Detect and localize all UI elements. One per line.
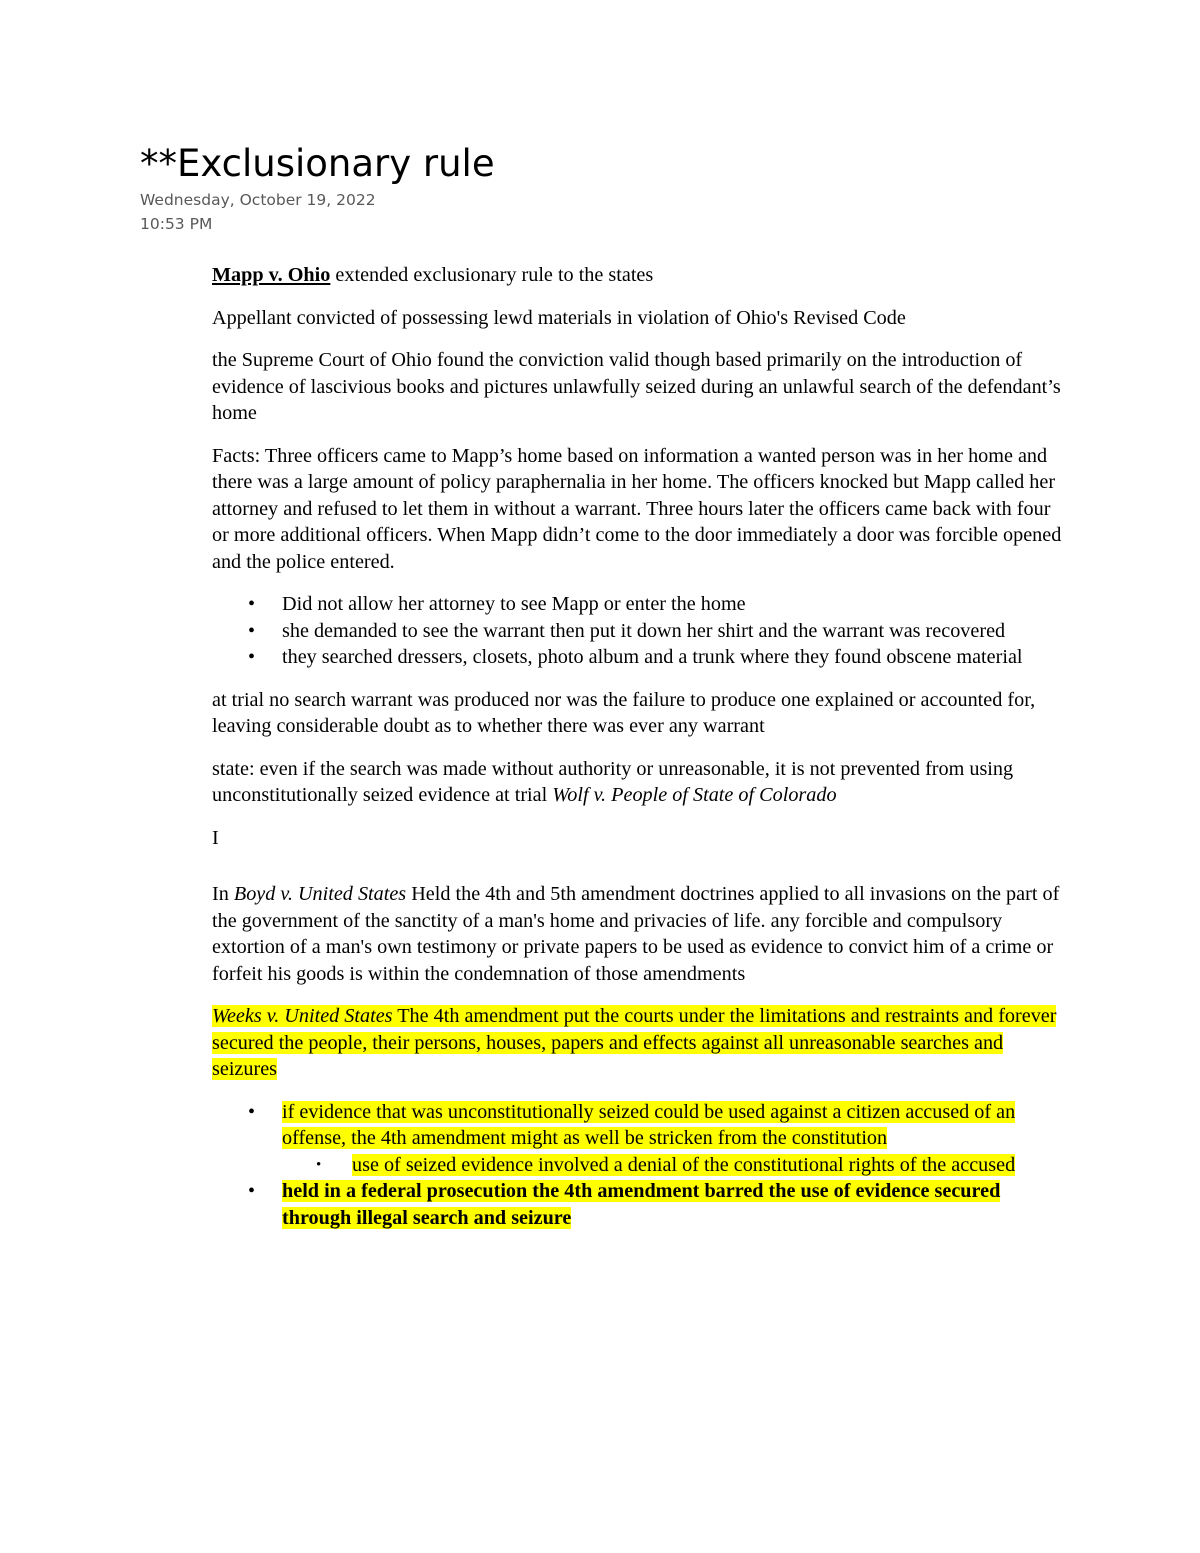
- facts-bullet-list: [212, 591, 1072, 671]
- list-item: [212, 1152, 1072, 1179]
- weeks-bullet-list: [212, 1099, 1072, 1232]
- list-item-text: they searched dressers, closets, photo album and a trunk where they found obscene material: [282, 646, 1023, 668]
- note-date: Wednesday, October 19, 2022: [140, 191, 376, 209]
- case-name-weeks: Weeks v. United States: [212, 1005, 393, 1027]
- list-item: [212, 591, 1072, 618]
- paragraph-appellant: Appellant convicted of possessing lewd materials in violation of Ohio's Revised Code: [212, 306, 906, 329]
- paragraph-facts: Facts: Three officers came to Mapp’s home based on information a wanted person was in her home and there was a large amount of policy paraphernalia in her home. The officers knocked but Mapp called her attorney and refused to let them in without a warrant. Three hours later the officers came back with four or more additional officers. When Mapp didn’t come to the door immediately a door was forcible opened and the police entered.: [212, 444, 1062, 573]
- paragraph-boyd: [212, 881, 1072, 987]
- list-item-text: if evidence that was unconstitutionally seized could be used against a citizen accused of an offense, the 4th amendment might as well be stricken from the constitution: [282, 1100, 1016, 1149]
- bullet-icon: •: [248, 1100, 256, 1123]
- bullet-icon: •: [248, 619, 256, 642]
- case-name-wolf: Wolf v. People of State of Colorado: [552, 784, 837, 806]
- list-item-text: she demanded to see the warrant then put it down her shirt and the warrant was recovered: [282, 619, 1006, 642]
- paragraph-text: In: [212, 883, 234, 905]
- paragraph-supreme-court-ohio: the Supreme Court of Ohio found the conviction valid though based primarily on the introduction of evidence of lascivious books and pictures unlawfully seized during an unlawful search of the defendant’s home: [212, 349, 1061, 424]
- list-item: [212, 618, 1072, 645]
- paragraph-trial: at trial no search warrant was produced nor was the failure to produce one explained or accounted for, leaving considerable doubt as to whether there was ever any warrant: [212, 688, 1036, 737]
- paragraph-weeks: [212, 1003, 1072, 1083]
- paragraph-roman-numeral: I: [212, 826, 219, 849]
- paragraph-mapp-intro: [212, 262, 1072, 289]
- bullet-icon: •: [248, 646, 256, 668]
- paragraph-text: extended exclusionary rule to the states: [330, 264, 654, 286]
- list-item: [212, 1178, 1072, 1231]
- paragraph-text: state: even if the search was made without authority or unreasonable, it is not prevented from using unconstitutionally seized evidence at trial: [212, 757, 1014, 806]
- case-name-mapp: Mapp v. Ohio: [212, 264, 331, 286]
- note-body: [212, 262, 1072, 1247]
- case-name-boyd: Boyd v. United States: [233, 883, 407, 905]
- paragraph-text: The 4th amendment put the courts under the limitations and restraints and forever secured the people, their persons, houses, papers and effects against all unreasonable searches and seizures: [212, 1005, 1057, 1080]
- paragraph-text: Held the 4th and 5th amendment doctrines applied to all invasions on the part of the government of the sanctity of a man's home and privacies of life. any forcible and compulsory extortion of a man's own testimony or private papers to be used as evidence to convict him of a crime or forfeit his goods is within the condemnation of those amendments: [212, 883, 1060, 985]
- note-time: 10:53 PM: [140, 215, 213, 233]
- page-title: **Exclusionary rule: [140, 142, 495, 185]
- bullet-icon: •: [248, 593, 256, 615]
- list-item-text: held in a federal prosecution the 4th amendment barred the use of evidence secured through illegal search and seizure: [282, 1180, 1001, 1229]
- weeks-sub-bullet-list: [212, 1152, 1072, 1179]
- list-item-text: Did not allow her attorney to see Mapp or enter the home: [282, 593, 746, 615]
- bullet-icon: •: [248, 1180, 256, 1202]
- sub-bullet-icon: •: [316, 1156, 322, 1173]
- list-item: [212, 644, 1072, 671]
- list-item: [212, 1099, 1072, 1179]
- list-item-text: use of seized evidence involved a denial of the constitutional rights of the accused: [352, 1153, 1016, 1176]
- paragraph-state: [212, 756, 1072, 809]
